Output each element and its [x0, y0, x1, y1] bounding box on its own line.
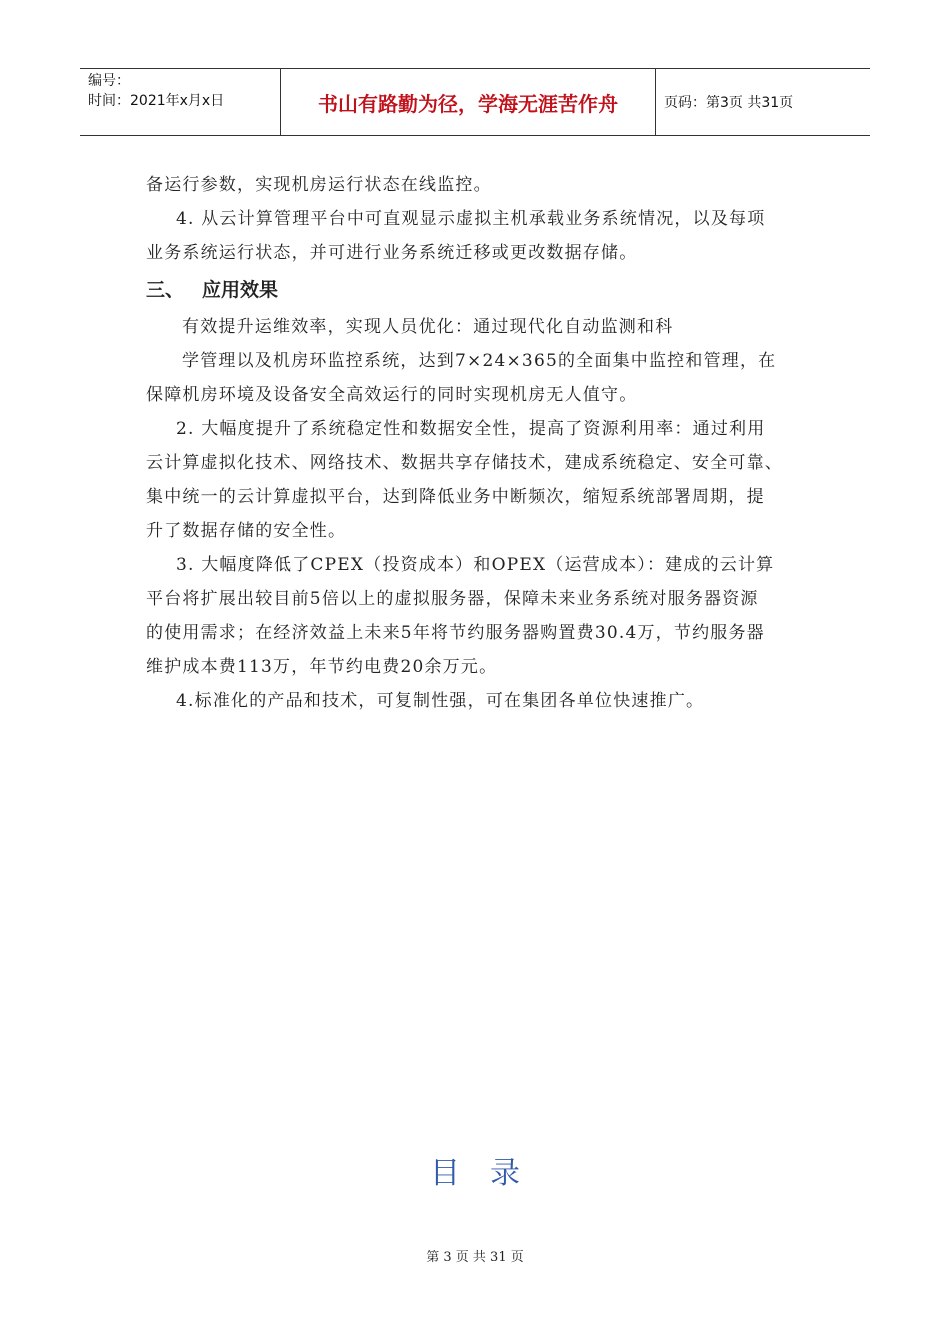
header-page-info: 页码：第3页 共31页 [664, 95, 794, 111]
body-line: 学管理以及机房环监控系统，达到7×24×365的全面集中监控和管理，在 [182, 351, 777, 371]
body-line: 3. 大幅度降低了CPEX（投资成本）和OPEX（运营成本）：建成的云计算 [176, 555, 775, 575]
section-heading [146, 270, 816, 310]
body-line: 备运行参数，实现机房运行状态在线监控。 [146, 175, 492, 195]
body-line: 业务系统运行状态，并可进行业务系统迁移或更改数据存储。 [146, 243, 638, 263]
page-header [80, 68, 870, 136]
body-line: 有效提升运维效率，实现人员优化：通过现代化自动监测和科 [182, 317, 674, 337]
document-time-label: 时间：2021年x月x日 [88, 93, 225, 109]
body-line: 平台将扩展出较目前5倍以上的虚拟服务器，保障未来业务系统对服务器资源 [146, 589, 759, 609]
header-motto: 书山有路勤为径，学海无涯苦作舟 [281, 69, 656, 135]
body-line: 2. 大幅度提升了系统稳定性和数据安全性，提高了资源利用率：通过利用 [176, 419, 766, 439]
document-number-label: 编号： [88, 73, 130, 89]
body-line: 4. 从云计算管理平台中可直观显示虚拟主机承载业务系统情况，以及每项 [176, 209, 766, 229]
section-title: 应用效果 [202, 279, 279, 301]
header-meta [80, 69, 281, 135]
body-line: 维护成本费113万，年节约电费20余万元。 [146, 657, 498, 677]
body-line: 保障机房环境及设备安全高效运行的同时实现机房无人值守。 [146, 385, 638, 405]
body-line: 云计算虚拟化技术、网络技术、数据共享存储技术，建成系统稳定、安全可靠、 [146, 453, 783, 473]
toc-title: 目录 [430, 1156, 550, 1191]
body-line: 的使用需求；在经济效益上未来5年将节约服务器购置费30.4万，节约服务器 [146, 623, 765, 643]
body-line: 集中统一的云计算虚拟平台，达到降低业务中断频次，缩短系统部署周期，提 [146, 487, 765, 507]
section-number: 三、 [146, 279, 185, 301]
document-body [146, 168, 816, 718]
body-line: 4.标准化的产品和技术，可复制性强，可在集团各单位快速推广。 [176, 691, 705, 711]
body-line: 升了数据存储的安全性。 [146, 521, 347, 541]
page-footer: 第 3 页 共 31 页 [426, 1250, 524, 1265]
